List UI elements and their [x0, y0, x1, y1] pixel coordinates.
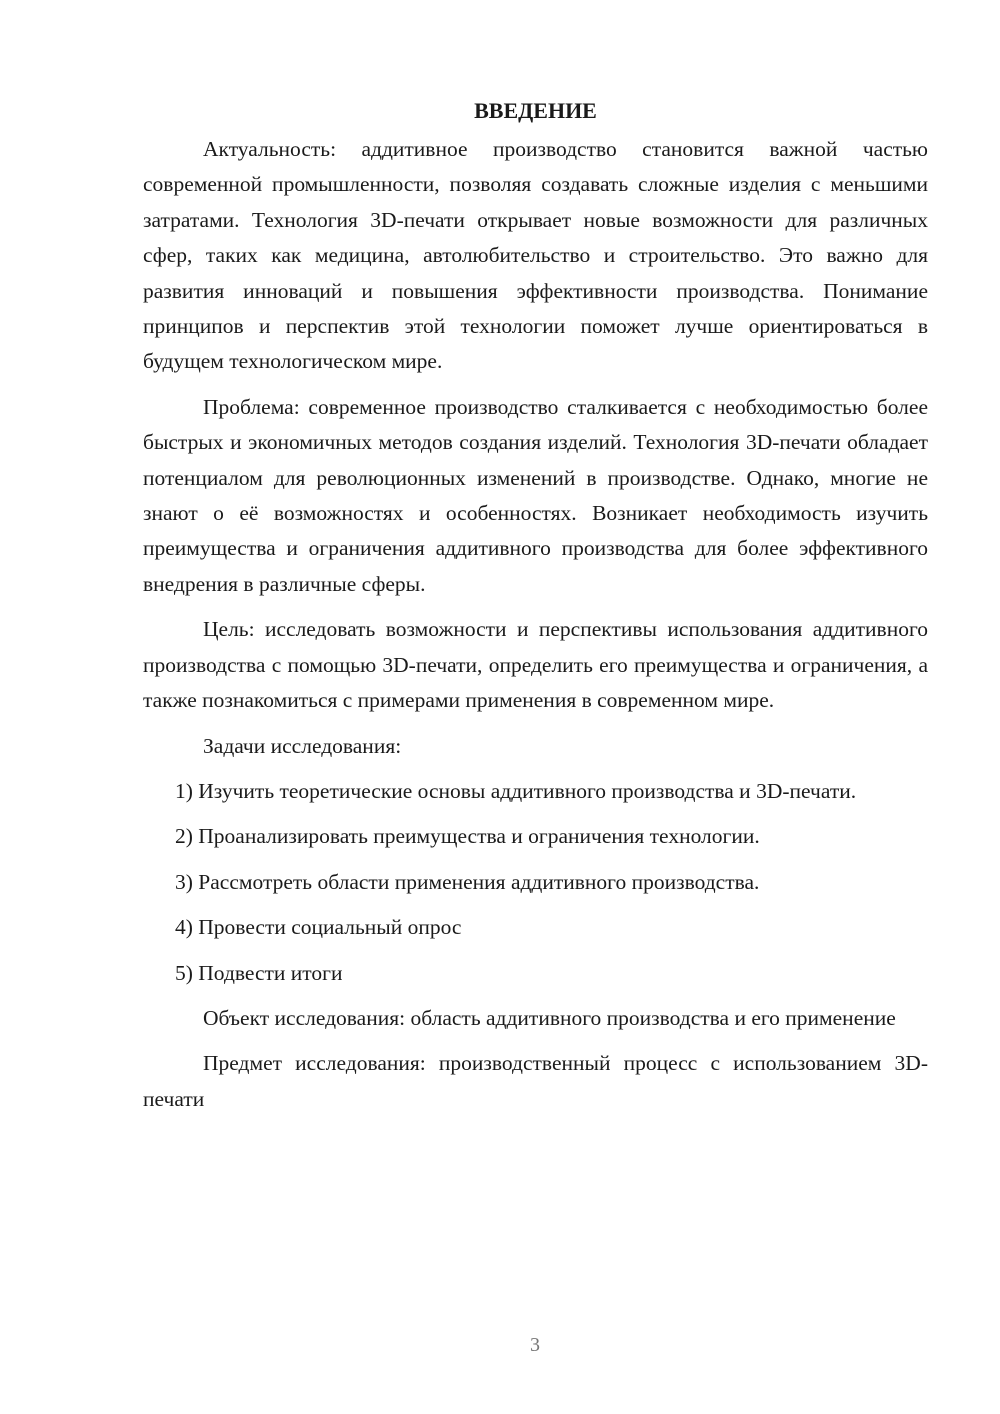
task-item-5: 5) Подвести итоги — [175, 960, 343, 985]
page-content — [143, 96, 928, 1117]
task-item-2: 2) Проанализировать преимущества и ограничения технологии. — [175, 824, 760, 849]
page-number: 3 — [530, 1334, 540, 1356]
relevance-paragraph: Актуальность: аддитивное производство становится важной частью современной промышленности, позволяя создавать сложные изделия с меньшими затратами. Технология 3D-печати открывает новые возможности для различных сфер, таких как медицина, автолюбительство и строительство. Это важно для развития инноваций и повышения эффективности производства. Понимание принципов и перспектив этой технологии поможет лучше ориентироваться в будущем технологическом мире. — [143, 137, 928, 374]
object-paragraph: Объект исследования: область аддитивного производства и его применение — [203, 1005, 896, 1030]
tasks-heading: Задачи исследования: — [203, 733, 402, 758]
section-title: ВВЕДЕНИЕ — [474, 98, 597, 123]
task-item-1: 1) Изучить теоретические основы аддитивного производства и 3D-печати. — [175, 778, 857, 803]
task-item-3: 3) Рассмотреть области применения аддитивного производства. — [175, 869, 760, 894]
goal-paragraph: Цель: исследовать возможности и перспективы использования аддитивного производства с помощью 3D-печати, определить его преимущества и ограничения, а также познакомиться с примерами применения в современном мире. — [143, 617, 928, 713]
task-item-4: 4) Провести социальный опрос — [175, 915, 462, 940]
problem-paragraph: Проблема: современное производство сталкивается с необходимостью более быстрых и экономичных методов создания изделий. Технология 3D-печати обладает потенциалом для революционных изменений в производстве. Однако, многие не знают о её возможностях и особенностях. Возникает необходимость изучить преимущества и ограничения аддитивного производства для более эффективного внедрения в различные сферы. — [143, 394, 928, 596]
subject-paragraph: Предмет исследования: производственный процесс с использованием 3D-печати — [143, 1051, 928, 1111]
